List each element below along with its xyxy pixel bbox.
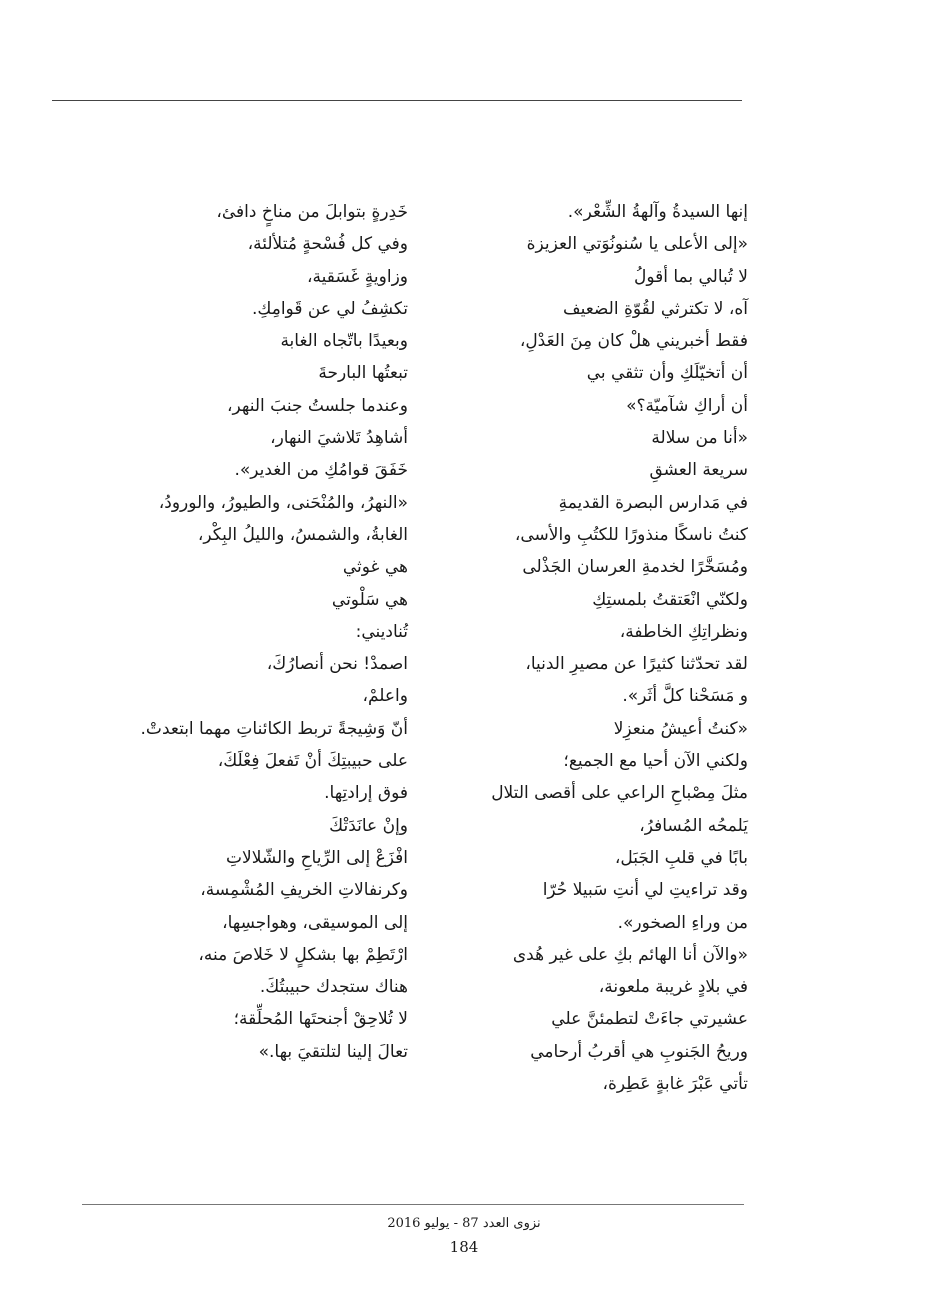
poem-line: واعلمْ، <box>362 686 408 707</box>
poem-line: خَفَقَ قوامُكِ من الغدير». <box>234 460 408 481</box>
poem-line: لا تُبالي بما أقولُ <box>633 266 748 287</box>
poem-line: ولكني الآن أحيا مع الجميع؛ <box>563 751 748 772</box>
poem-line: هي سَلْوتي <box>331 589 408 610</box>
poem-line: تُناديني: <box>355 621 408 642</box>
poem-line: خَدِرةٍ بتوابلَ من مناخٍ دافئ، <box>216 202 408 222</box>
poem-line: في بلادٍ غريبة ملعونة، <box>598 977 748 998</box>
poem-line: إلى الموسيقى، وهواجسِها، <box>222 912 408 933</box>
poem-line: «والآن أنا الهائم بكِ على غير هُدى <box>512 944 748 965</box>
poem-line: كنتُ ناسكًا منذورًا للكتُبِ والأسى، <box>514 524 748 545</box>
poem-line: على حبيبتِكَ أنْ تَفعلَ فِعْلَكَ، <box>217 751 408 772</box>
poem-line: و مَسَحْنا كلَّ أثَر». <box>622 686 748 707</box>
poem-line: وزاويةٍ غَسَقية، <box>307 266 408 287</box>
poem-line: الغابةُ، والشمسُ، والليلُ البِكْر، <box>197 524 408 545</box>
poem-line: فوق إرادتِها. <box>324 783 408 804</box>
issue-label: نزوى العدد 87 - يوليو 2016 <box>387 1216 541 1231</box>
poem-line: من وراءِ الصخور». <box>617 912 748 933</box>
poem-line: «إلى الأعلى يا سُنونُوَتي العزيزة <box>526 234 748 255</box>
poem-line: لا تُلاحِقْ أجنحتَها المُحلِّقة؛ <box>233 1009 408 1030</box>
footer-divider <box>82 1204 744 1205</box>
poem-line: افْزَعْ إلى الرِّياحِ والشّلالاتِ <box>226 847 408 868</box>
poem-line: وريحُ الجَنوبِ هي أقربُ أرحامي <box>530 1041 748 1062</box>
poem-line: أن أتخيّلَكِ وأن تثقي بي <box>586 363 748 384</box>
poem-line: «أنا من سلالة <box>651 428 748 449</box>
poem-line: تعالَ إلينا لتلتقيَ بها.» <box>258 1041 408 1062</box>
poem-line: آه، لا تكترثي لقُوّةِ الضعيف <box>563 298 748 319</box>
poem-line: اصمدْ! نحن أنصارُكَ، <box>266 654 408 675</box>
poem-line: أن أراكِ شآميّة؟» <box>626 395 748 416</box>
poem-line: «النهرُ، والمُنْحَنى، والطيورُ، والورودُ، <box>158 492 408 513</box>
poem-line: عشيرتي جاءَتْ لتطمئنَّ علي <box>551 1009 748 1030</box>
poem-column-right <box>388 196 748 1100</box>
poem-line: وقد تراءيتِ لي أنتِ سَبيلا حُرّا <box>542 880 748 901</box>
poem-line: ارْتَطِمْ بها بشكلٍ لا خَلاصَ منه، <box>198 944 408 965</box>
page-number: 184 <box>449 1238 479 1256</box>
poem-line: وعندما جلستُ جنبَ النهر، <box>227 395 408 416</box>
poem-line: في مَدارس البصرة القديمةِ <box>558 492 748 513</box>
poem-line: مثلَ مِصْباحِ الراعي على أقصى التلال <box>491 783 748 804</box>
poem-line: يَلمحُه المُسافرُ، <box>639 815 748 836</box>
poem-line: ولكنّي انْعَتقتُ بلمستِكِ <box>592 589 748 610</box>
poem-line: وفي كل فُسْحةٍ مُتلألئة، <box>247 234 408 255</box>
poem-line: «كنتُ أعيشُ منعزِلا <box>613 718 748 739</box>
poem-line: إنها السيدةُ وآلهةُ الشِّعْر». <box>567 202 748 222</box>
poem-column-left <box>8 196 408 1068</box>
poem-line: وبعيدًا باتّجاه الغابة <box>280 331 408 352</box>
poem-line: ونظراتِكِ الخاطفة، <box>619 621 748 642</box>
poem-line: هي غوثي <box>342 557 408 578</box>
poem-line: فقط أخبريني هلْ كان مِنَ العَدْلِ، <box>519 331 748 352</box>
poem-line: لقد تحدّثنا كثيرًا عن مصيرِ الدنيا، <box>525 654 748 675</box>
poem-line: هناك ستجدك حبيبتُكَ. <box>259 977 408 998</box>
header-divider <box>52 100 742 101</box>
poem-line: بابًا في قلبِ الجَبَل، <box>614 847 748 868</box>
poem-line: وكرنفالاتِ الخريفِ المُشْمِسة، <box>200 880 408 901</box>
poem-line: أشاهِدُ تَلاشيَ النهار، <box>270 428 408 449</box>
poem-line: ومُسَخَّرًا لخدمةِ العرسان الجَذْلى <box>522 557 748 578</box>
poem-line: تكشِفُ لي عن قَوامِكِ. <box>252 298 408 319</box>
poem-line: وإنْ عانَدَتْكَ <box>329 815 408 836</box>
poem-line: سريعة العشقِ <box>649 460 748 481</box>
poem-line: تأتي عَبْرَ غابةٍ عَطِرة، <box>602 1074 748 1095</box>
poem-line: أنّ وَشِيجةً تربط الكائناتِ مهما ابتعدتْ. <box>140 718 408 739</box>
poem-line: تبعتُها البارحةَ <box>318 363 408 384</box>
